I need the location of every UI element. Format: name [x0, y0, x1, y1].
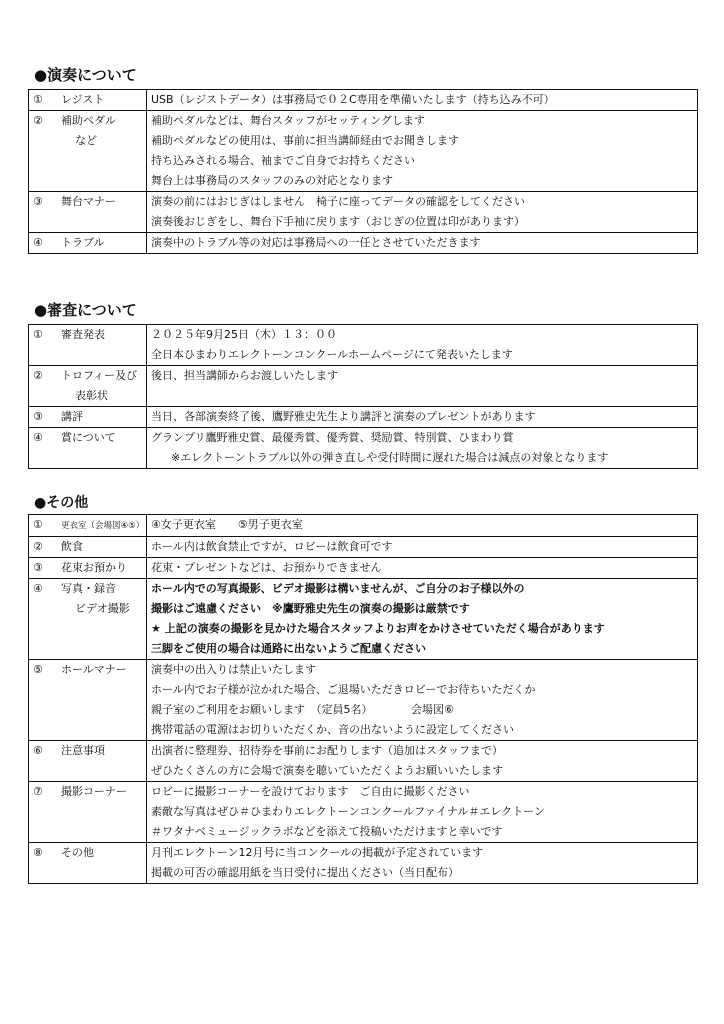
row-number: ⑦ [33, 785, 43, 798]
row-number: ① [33, 518, 43, 531]
content-line: 補助ペダルなどは、舞台スタッフがセッティングします [151, 114, 425, 127]
table-row [29, 741, 698, 782]
content-line: 花束・プレゼントなどは、お預かりできません [151, 561, 382, 574]
row-number: ⑤ [33, 663, 43, 676]
content-line: 出演者に整理券、招待券を事前にお配りします（追加はスタッフまで） [151, 744, 503, 757]
content-line: ぜひたくさんの方に会場で演奏を聴いていただくようお願いいたします [151, 764, 503, 777]
row-content-cell [147, 428, 698, 469]
row-number: ④ [33, 431, 43, 444]
table-row [29, 407, 698, 428]
content-line: ④女子更衣室 ⑤男子更衣室 [151, 518, 303, 531]
row-content-cell [147, 741, 698, 782]
row-label: 更衣室（会場図④⑤） [61, 521, 145, 531]
row-label-cell [29, 558, 147, 579]
content-line: ホール内でお子様が泣かれた場合、ご退場いただきロビーでお待ちいただくか [151, 683, 536, 696]
row-number: ⑧ [33, 846, 43, 859]
row-number: ④ [33, 236, 43, 249]
content-line: ロビーに撮影コーナーを設けております ご自由に撮影ください [151, 785, 470, 798]
table-row [29, 90, 698, 111]
row-number: ④ [33, 582, 43, 595]
content-line: 持ち込みされる場合、袖までご自身でお持ちください [151, 154, 415, 167]
row-number: ② [33, 540, 43, 553]
row-content-cell [147, 325, 698, 366]
table-row [29, 366, 698, 407]
row-content-cell [147, 111, 698, 192]
performance-table [28, 89, 698, 254]
content-line: 素敵な写真はぜひ＃ひまわりエレクトーンコンクールファイナル＃エレクトーン [151, 805, 545, 818]
table-row [29, 233, 698, 254]
row-label-cell [29, 843, 147, 884]
content-line: 演奏中の出入りは禁止いたします [151, 663, 316, 676]
row-label-cell [29, 192, 147, 233]
judging-table [28, 324, 698, 469]
row-label: 舞台マナー [61, 195, 116, 208]
row-label: 補助ペダル [61, 114, 116, 127]
row-label-cell [29, 537, 147, 558]
row-label: レジスト [61, 93, 105, 106]
row-label-cell [29, 111, 147, 192]
table-row [29, 660, 698, 741]
row-number: ① [33, 328, 43, 341]
row-label: 飲食 [61, 540, 83, 553]
row-label: 注意事項 [61, 744, 105, 757]
row-label-cell [29, 579, 147, 660]
content-line: 全日本ひまわりエレクトーンコンクールホームページにて発表いたします [151, 348, 513, 361]
row-label: 賞について [61, 431, 116, 444]
row-label-cell [29, 90, 147, 111]
content-line: ★ 上記の演奏の撮影を見かけた場合スタッフよりお声をかけさせていただく場合があります [151, 622, 605, 635]
row-number: ① [33, 93, 43, 106]
content-line: 演奏後おじぎをし、舞台下手袖に戻ります（おじぎの位置は印があります） [151, 215, 525, 228]
row-number: ⑥ [33, 744, 43, 757]
row-number: ③ [33, 195, 43, 208]
content-line: 演奏中のトラブル等の対応は事務局への一任とさせていただきます [151, 236, 481, 249]
table-row [29, 192, 698, 233]
section-title-judging: ●審査について [34, 301, 137, 319]
row-content-cell [147, 558, 698, 579]
content-line: 三脚をご使用の場合は通路に出ないようご配慮ください [151, 642, 426, 655]
row-label: トロフィー及び [61, 369, 138, 382]
table-row [29, 515, 698, 537]
content-line: 当日、各部演奏終了後、鷹野雅史先生より講評と演奏のプレゼントがあります [151, 410, 536, 423]
content-line: 月刊エレクトーン12月号に当コンクールの掲載が予定されています [151, 846, 484, 859]
row-label-cell [29, 428, 147, 469]
row-number: ② [33, 369, 43, 382]
row-content-cell [147, 782, 698, 843]
row-number: ③ [33, 410, 43, 423]
row-label-cell [29, 407, 147, 428]
row-label: その他 [61, 846, 94, 859]
content-line: 後日、担当講師からお渡しいたします [151, 369, 338, 382]
row-label: 撮影コーナー [61, 785, 127, 798]
content-line: 舞台上は事務局のスタッフのみの対応となります [151, 174, 393, 187]
row-content-cell [147, 192, 698, 233]
content-line: ＃ワタナベミュージックラボなどを添えて投稿いただけますと幸いです [151, 825, 503, 838]
section-title-other: ●その他 [34, 495, 89, 511]
row-label-continued: 表彰状 [75, 389, 108, 402]
row-number: ③ [33, 561, 43, 574]
row-number: ② [33, 114, 43, 127]
table-row [29, 579, 698, 660]
row-label-cell [29, 741, 147, 782]
content-line: 親子室のご利用をお願いします （定員5名） 会場図⑥ [151, 703, 454, 716]
row-label: 写真・録音 [61, 582, 116, 595]
table-row [29, 111, 698, 192]
row-content-cell [147, 579, 698, 660]
row-label-cell [29, 233, 147, 254]
table-row [29, 325, 698, 366]
table-row [29, 843, 698, 884]
content-line: ホール内での写真撮影、ビデオ撮影は構いませんが、ご自分のお子様以外の [151, 582, 525, 595]
content-line: ２０２５年9月25日（木）１３：００ [151, 328, 337, 341]
row-content-cell [147, 90, 698, 111]
content-line: 掲載の可否の確認用紙を当日受付に提出ください（当日配布） [151, 866, 459, 879]
content-line: 携帯電話の電源はお切りいただくか、音の出ないように設定してください [151, 723, 514, 736]
row-label: トラブル [61, 236, 105, 249]
content-line: グランプリ鷹野雅史賞、最優秀賞、優秀賞、奨励賞、特別賞、ひまわり賞 [151, 431, 514, 444]
row-label: ホールマナー [61, 663, 127, 676]
other-table [28, 514, 698, 884]
row-content-cell [147, 233, 698, 254]
row-label: 花束お預かり [61, 561, 127, 574]
row-content-cell [147, 537, 698, 558]
table-row [29, 782, 698, 843]
content-line: USB（レジストデータ）は事務局で０２C専用を準備いたします（持ち込み不可） [151, 93, 555, 106]
content-line: ホール内は飲食禁止ですが、ロビーは飲食可です [151, 540, 393, 553]
table-row [29, 428, 698, 469]
row-content-cell [147, 843, 698, 884]
row-label-cell [29, 366, 147, 407]
row-label-cell [29, 515, 147, 537]
row-label-continued: など [75, 134, 97, 147]
row-label-cell [29, 782, 147, 843]
table-row [29, 537, 698, 558]
row-content-cell [147, 660, 698, 741]
row-content-cell [147, 515, 698, 537]
row-label: 講評 [61, 410, 83, 423]
row-label-cell [29, 660, 147, 741]
content-line: 演奏の前にはおじぎはしません 椅子に座ってデータの確認をしてください [151, 195, 525, 208]
content-line: 補助ペダルなどの使用は、事前に担当講師経由でお聞きします [151, 134, 459, 147]
row-content-cell [147, 366, 698, 407]
table-row [29, 558, 698, 579]
row-label-cell [29, 325, 147, 366]
row-label: 審査発表 [61, 328, 105, 341]
row-label-continued: ビデオ撮影 [75, 602, 130, 615]
content-line: 撮影はご遠慮ください ※鷹野雅史先生の演奏の撮影は厳禁です [151, 602, 470, 615]
content-line: ※エレクトーントラブル以外の弾き直しや受付時間に遅れた場合は減点の対象となります [171, 451, 609, 464]
section-title-performance: ●演奏について [34, 66, 137, 84]
row-content-cell [147, 407, 698, 428]
